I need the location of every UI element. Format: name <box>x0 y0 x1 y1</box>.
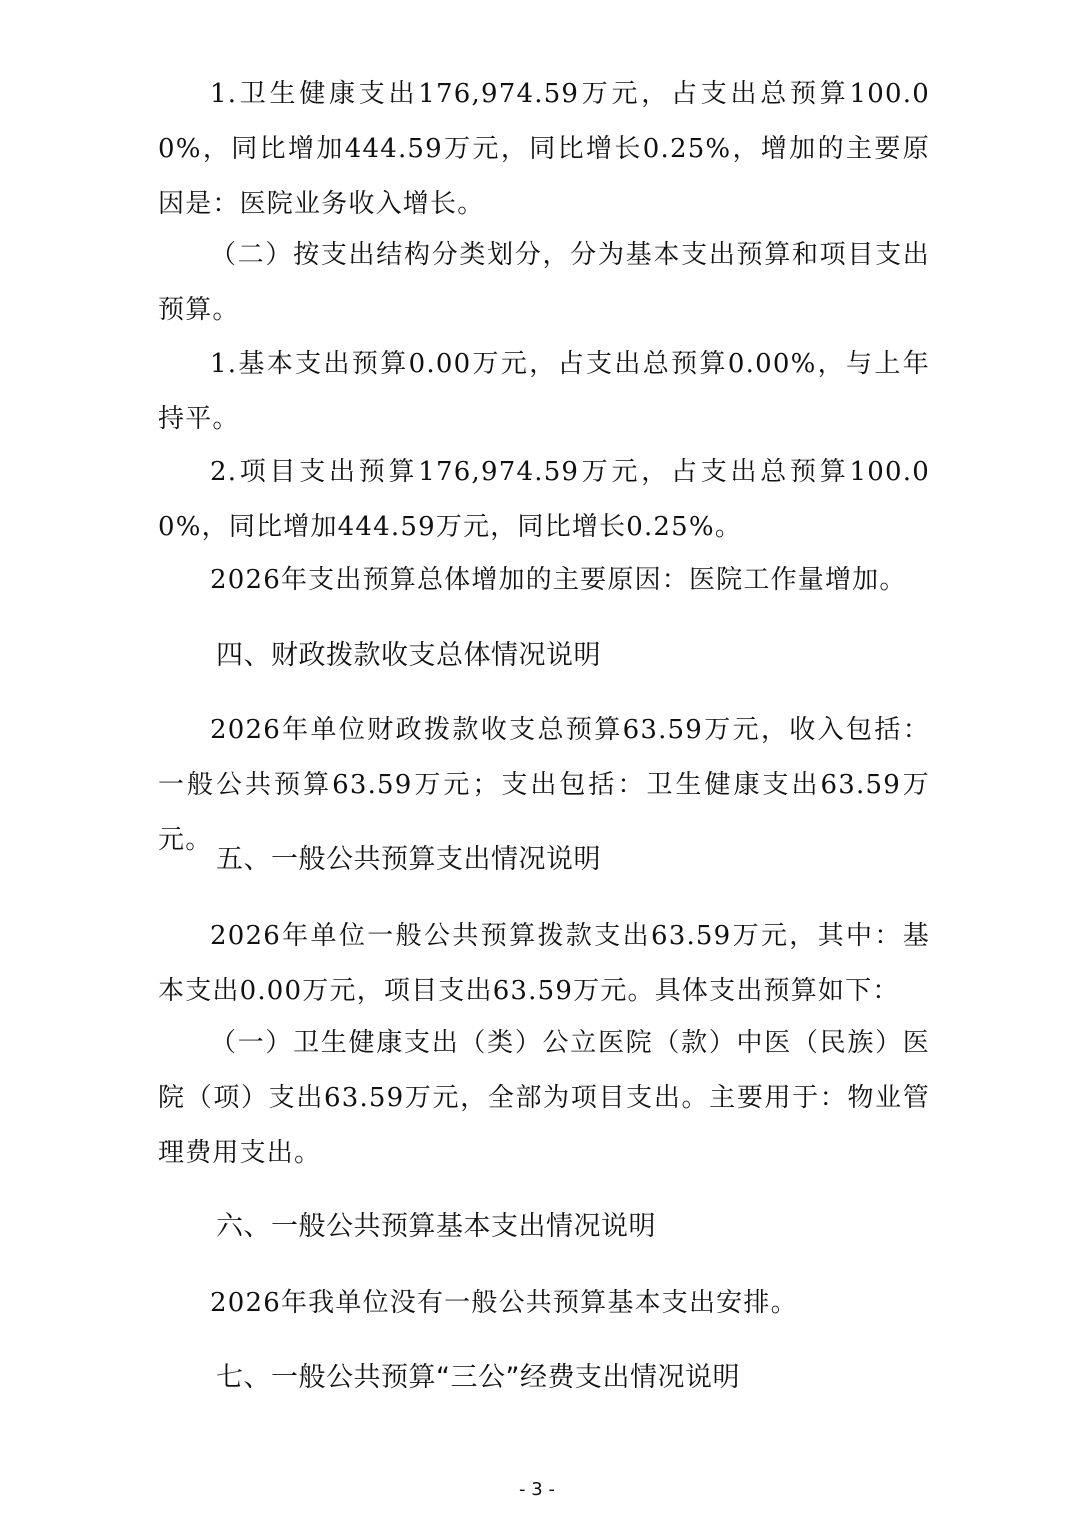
paragraph-hospital-expenditure: （一）卫生健康支出（类）公立医院（款）中医（民族）医院（项）支出63.59万元，全部为项目支出。主要用于：物业管理费用支出。 <box>158 1028 930 1168</box>
section-heading-5: 五、一般公共预算支出情况说明 <box>216 844 601 875</box>
paragraph-basic-expenditure: 1.基本支出预算0.00万元，占支出总预算0.00%，与上年持平。 <box>158 349 930 434</box>
paragraph-increase-reason: 2026年支出预算总体增加的主要原因：医院工作量增加。 <box>210 565 907 595</box>
section-heading-6: 六、一般公共预算基本支出情况说明 <box>216 1211 656 1242</box>
paragraph-expenditure-structure: （二）按支出结构分类划分，分为基本支出预算和项目支出预算。 <box>158 240 930 325</box>
section-heading-4: 四、财政拨款收支总体情况说明 <box>216 640 601 671</box>
paragraph-project-expenditure: 2.项目支出预算176,974.59万元，占支出总预算100.00%，同比增加444.59万元，同比增长0.25%。 <box>158 457 930 542</box>
section-heading-7: 七、一般公共预算“三公”经费支出情况说明 <box>216 1362 740 1393</box>
paragraph-general-budget-expenditure: 2026年单位一般公共预算拨款支出63.59万元，其中：基本支出0.00万元，项目支出63.59万元。具体支出预算如下： <box>158 921 930 1006</box>
page-number: - 3 - <box>519 1479 555 1500</box>
paragraph-fiscal-appropriation: 2026年单位财政拨款收支总预算63.59万元，收入包括：一般公共预算63.59万元；支出包括：卫生健康支出63.59万元。 <box>158 715 930 855</box>
paragraph-health-expenditure: 1.卫生健康支出176,974.59万元，占支出总预算100.00%，同比增加444.59万元，同比增长0.25%，增加的主要原因是：医院业务收入增长。 <box>158 79 930 219</box>
paragraph-no-basic-expenditure: 2026年我单位没有一般公共预算基本支出安排。 <box>210 1288 798 1318</box>
